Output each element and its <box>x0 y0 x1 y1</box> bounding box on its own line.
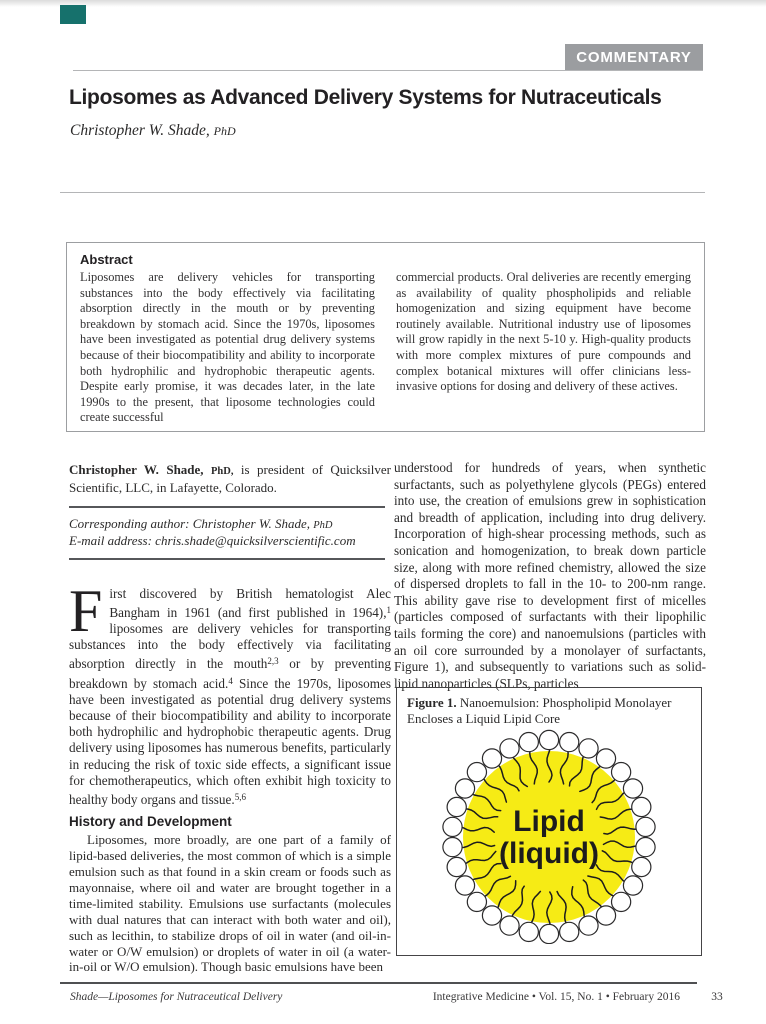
author-degree: PhD <box>213 124 236 138</box>
phospholipid-head <box>539 924 558 943</box>
phospholipid-head <box>596 906 615 925</box>
footer-running-title: Shade—Liposomes for Nutraceutical Delivery <box>70 991 283 1003</box>
figure-1-label: Figure 1. <box>407 695 457 710</box>
left-column <box>69 462 391 975</box>
phospholipid-head <box>612 763 631 782</box>
footer-rule <box>60 982 697 984</box>
abstract-heading: Abstract <box>80 252 133 267</box>
citation-superscript: 4 <box>228 675 233 686</box>
abstract-box <box>66 242 705 432</box>
figure-1-box <box>396 687 702 956</box>
phospholipid-head <box>612 892 631 911</box>
citation-superscript: 5,6 <box>234 792 246 803</box>
phospholipid-head <box>596 749 615 768</box>
right-column <box>394 460 706 692</box>
phospholipid-head <box>560 733 579 752</box>
liposome-illustration <box>407 728 691 944</box>
phospholipid-head <box>623 876 642 895</box>
phospholipid-head <box>632 857 651 876</box>
phospholipid-head <box>519 922 538 941</box>
phospholipid-head <box>455 876 474 895</box>
phospholipid-head <box>500 739 519 758</box>
correspondence-divider-rule <box>69 558 385 560</box>
citation-superscript: 1 <box>386 604 391 615</box>
phospholipid-head <box>447 797 466 816</box>
footer-journal-citation: Integrative Medicine • Vol. 15, No. 1 • February 2016 <box>432 991 680 1003</box>
section-badge: COMMENTARY <box>565 44 703 71</box>
phospholipid-head <box>560 922 579 941</box>
phospholipid-head <box>623 779 642 798</box>
phospholipid-head <box>447 857 466 876</box>
phospholipid-head <box>482 749 501 768</box>
correspondence-block <box>69 516 391 548</box>
phospholipid-head <box>467 892 486 911</box>
phospholipid-head <box>636 838 655 857</box>
phospholipid-head <box>482 906 501 925</box>
phospholipid-head <box>467 763 486 782</box>
author-byline <box>70 122 236 140</box>
section-heading-history: History and Development <box>69 814 232 830</box>
bio-name: Christopher W. Shade, <box>69 462 204 477</box>
author-name: Christopher W. Shade, <box>70 122 210 139</box>
abstract-column-1: Liposomes are delivery vehicles for transporting substances into the body effectively via facilitating absorption directly in the mouth or by preventing breakdown by stomach acid. Since the 1970s, liposomes have been investigated as potential drug delivery systems because of their biocompatibility and ability to incorporate both hydrophilic and hydrophobic therapeutic agents. Despite early promise, it was decades later, in the late 1990s to the present, that liposome technologies could create successful <box>80 270 375 425</box>
phospholipid-head <box>539 730 558 749</box>
corresponding-author-line: Corresponding author: Christopher W. Shade, PhD <box>69 516 333 532</box>
phospholipid-head <box>455 779 474 798</box>
phospholipid-head <box>443 817 462 836</box>
intro-paragraph: First discovered by British hematologist Alec Bangham in 1961 (and first published in 1964),$^1$ liposomes are delivery vehicles for transporting substances into the body effectively via facilitating absorption directly in the mouth$^{2,3}$ or by preventing breakdown by stomach acid.$^4$ Since the 1970s, liposomes have been investigated as potential drug delivery systems because of their biocompatibility and ability to incorporate both hydrophilic and hydrophobic therapeutic agents. Drug delivery using liposomes has numerous benefits, particularly in reducing the risk of toxic side effects, a significant issue for chemotherapeutics, which often exhibit high toxicity to healthy body organs and tissue.$^{5,6}$ <box>69 577 391 808</box>
history-paragraph: Liposomes, more broadly, are one part of a family of lipid-based deliveries, the most common of which is a simple emulsion such as that found in a skin cream or foods such as mayonnaise, where oil and water are brought together in a time-limited stability. Emulsions use surfactants (molecules with dual natures that can interact with both water and oil), such as lecithin, to stabilize drops of oil in water (and oil-in-water or O/W emulsion) or droplets of water in oil (a water-in-oil or W/O emulsion). Though basic emulsions have been <box>69 832 391 975</box>
author-bio <box>69 462 391 495</box>
footer-page-number: 33 <box>711 991 723 1003</box>
citation-superscript: 2,3 <box>267 656 279 667</box>
core-label-line2: (liquid) <box>499 837 599 870</box>
drop-cap: F <box>69 577 103 644</box>
phospholipid-head <box>632 797 651 816</box>
email-address-line: E-mail address: chris.shade@quicksilverscientific.com <box>69 533 356 549</box>
bio-rest: is president of Quicksilver Scientific, LLC, in Lafayette, Colorado. <box>69 462 392 495</box>
bio-degree: PhD, <box>211 466 234 477</box>
phospholipid-head <box>579 739 598 758</box>
phospholipid-head <box>636 817 655 836</box>
abstract-columns <box>80 270 691 426</box>
title-divider-rule <box>60 192 705 193</box>
phospholipid-head <box>500 916 519 935</box>
page-top-shadow <box>0 0 766 7</box>
phospholipid-head <box>519 733 538 752</box>
page-title: Liposomes as Advanced Delivery Systems for Nutraceuticals <box>69 86 662 109</box>
bio-divider-rule <box>69 506 385 508</box>
core-label-line1: Lipid <box>513 805 585 838</box>
liposome-svg <box>438 728 660 944</box>
figure-1-caption: Figure 1. Nanoemulsion: Phospholipid Monolayer Encloses a Liquid Lipid Core <box>407 695 672 726</box>
header-rule <box>73 70 703 71</box>
phospholipid-head <box>579 916 598 935</box>
corner-color-mark <box>60 5 86 24</box>
abstract-column-2: commercial products. Oral deliveries are recently emerging as availability of quality phospholipids and reliable homogenization and sizing equipment have become routinely available. Nutritional industry use of liposomes will grow rapidly in the next 5-10 y. High-quality products with more complex mixtures of pure compounds and complex botanical mixtures will offer clinicians less-invasive options for dosing and delivery of these actives. <box>396 270 691 394</box>
phospholipid-head <box>443 838 462 857</box>
right-column-paragraph: understood for hundreds of years, when synthetic surfactants, such as polyethylene glycols (PEGs) entered into use, the creation of emulsions grew in sophistication and breadth of application, including into drug delivery. Incorporation of high-shear processing methods, such as sonication and homogenization, to break down particle size, along with more refined chemistry, allowed the size of dispersed droplets to fall in the 10- to 200-nm range. This ability gave rise to development first of micelles (particles composed of surfactants with their lipophilic tails forming the core) and nanoemulsions (particles with an oil core surrounded by a monolayer of surfactants, Figure 1), and subsequently to variations such as solid-lipid nanoparticles (SLPs, particles <box>394 460 706 691</box>
